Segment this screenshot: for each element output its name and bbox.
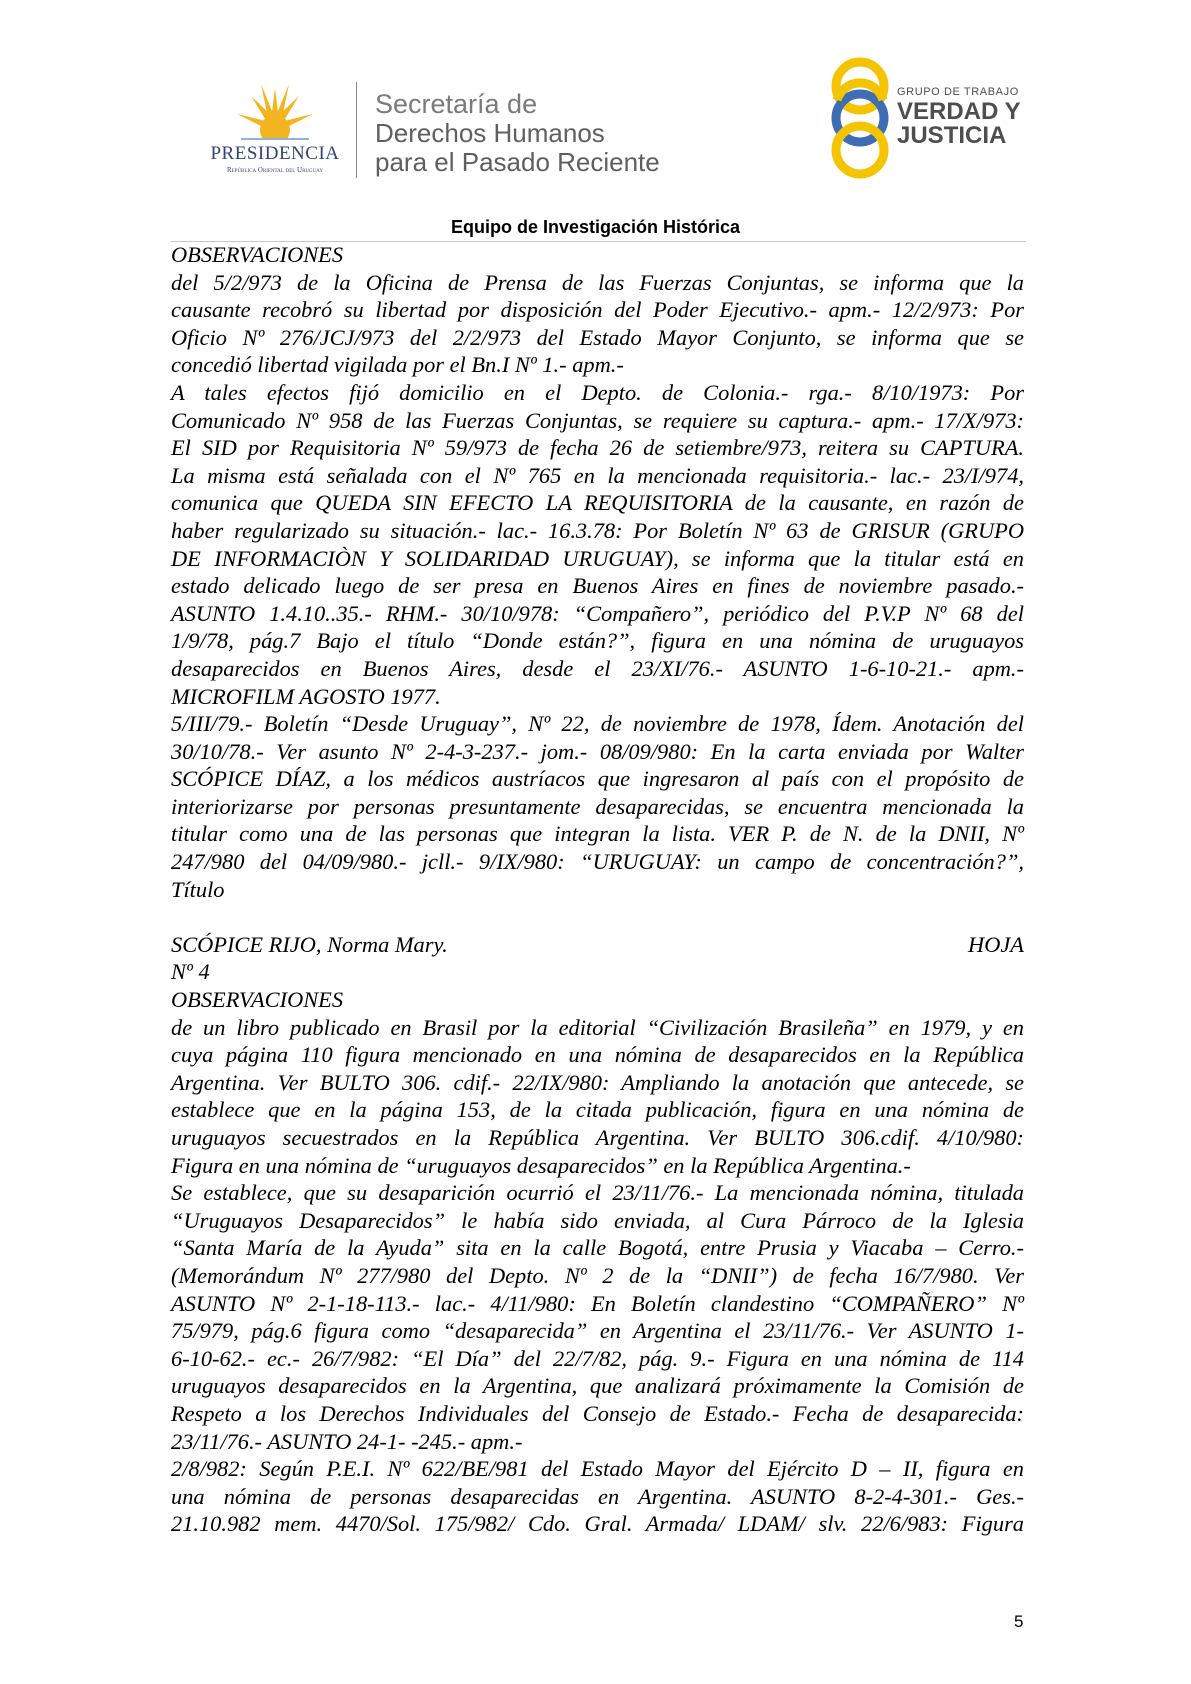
text-line: Argentina. Ver BULTO 306. cdif.- 22/IX/980: Ampliando la anotación que antecede, se — [171, 1069, 1024, 1095]
text-line: Se establece, que su desaparición ocurrió el 23/11/76.- La mencionada nómina, titulada — [171, 1180, 1024, 1206]
justicia-line: JUSTICIA — [897, 122, 1007, 149]
text-line: ASUNTO Nº 2-1-18-113.- lac.- 4/11/980: En Boletín clandestino “COMPAÑERO” Nº — [171, 1290, 1024, 1316]
text-line: 75/979, pág.6 figura como “desaparecida” en Argentina el 23/11/76.- Ver ASUNTO 1- — [171, 1318, 1024, 1344]
text-line: uruguayos secuestrados en la República Argentina. Ver BULTO 306.cdif. 4/10/980: — [171, 1125, 1024, 1150]
text-line: Oficio Nº 276/JCJ/973 del 2/2/973 del Estado Mayor Conjunto, se informa que se — [171, 324, 1024, 350]
person-name: SCÓPICE RIJO, Norma Mary. — [171, 931, 448, 957]
text-line: 23/11/76.- ASUNTO 24-1- -245.- apm.- — [171, 1428, 523, 1454]
secretaria-line-1: Secretaría de — [375, 89, 538, 119]
text-line: La misma está señalada con el Nº 765 en la mencionada requisitoria.- lac.- 23/I/974, — [171, 462, 1024, 488]
text-line: SCÓPICE DÍAZ, a los médicos austríacos que ingresaron al país con el propósito de — [171, 766, 1024, 792]
page-number: 5 — [1014, 1612, 1024, 1631]
secretaria-line-3: para el Pasado Reciente — [375, 147, 660, 177]
text-line: cuya página 110 figura mencionado en una nómina de desaparecidos en la República — [171, 1042, 1024, 1068]
text-line: Título — [171, 876, 225, 902]
text-line: estado delicado luego de ser presa en Buenos Aires en fines de noviembre pasado.- — [171, 573, 1024, 599]
secretaria-line-2: Derechos Humanos — [375, 118, 605, 148]
document-body — [171, 241, 1024, 1538]
text-line: Respeto a los Derechos Individuales del Consejo de Estado.- Fecha de desaparecida: — [171, 1400, 1024, 1426]
hoja-label: HOJA — [968, 931, 1024, 957]
interlocked-rings-icon — [825, 56, 895, 180]
text-line: de un libro publicado en Brasil por la editorial “Civilización Brasileña” en 1979, y en — [171, 1014, 1024, 1040]
presidencia-logo — [195, 80, 355, 180]
text-line: titular como una de las personas que integran la lista. VER P. de N. de la DNII, Nº — [171, 821, 1024, 847]
text-line: concedió libertad vigilada por el Bn.I Nº 1.- apm.- — [171, 352, 624, 378]
text-line: ASUNTO 1.4.10..35.- RHM.- 30/10/978: “Compañero”, periódico del P.V.P Nº 68 del — [171, 600, 1024, 626]
text-line: una nómina de personas desaparecidas en Argentina. ASUNTO 8-2-4-301.- Ges.- — [171, 1483, 1024, 1509]
header-divider — [356, 82, 357, 178]
secretaria-logo-text — [375, 90, 660, 177]
text-line: MICROFILM AGOSTO 1977. — [171, 683, 441, 709]
text-line: 6-10-62.- ec.- 26/7/982: “El Día” del 22/7/82, pág. 9.- Figura en una nómina de 114 — [171, 1345, 1024, 1371]
text-line: interiorizarse por personas presuntamente desaparecidas, se encuentra mencionada la — [171, 793, 1024, 819]
text-line: (Memorándum Nº 277/980 del Depto. Nº 2 de la “DNII”) de fecha 16/7/980. Ver — [171, 1262, 1024, 1288]
text-line: “Uruguayos Desaparecidos” le había sido enviada, al Cura Párroco de la Iglesia — [171, 1207, 1024, 1233]
text-line: Figura en una nómina de “uruguayos desaparecidos” en la República Argentina.- — [171, 1152, 911, 1178]
text-line: “Santa María de la Ayuda” sita en la calle Bogotá, entre Prusia y Viacaba – Cerro.- — [171, 1235, 1024, 1261]
text-line: 5/III/79.- Boletín “Desde Uruguay”, Nº 22, de noviembre de 1978, Ídem. Anotación del — [171, 711, 1024, 737]
hoja-number: Nº 4 — [171, 959, 210, 985]
text-line: desaparecidos en Buenos Aires, desde el 23/XI/76.- ASUNTO 1-6-10-21.- apm.- — [171, 655, 1024, 681]
grupo-line: GRUPO DE TRABAJO — [897, 86, 1019, 98]
sun-emblem-icon — [235, 80, 315, 150]
text-line: haber regularizado su situación.- lac.- 16.3.78: Por Boletín Nº 63 de GRISUR (GRUPO — [171, 517, 1024, 543]
text-line: comunica que QUEDA SIN EFECTO LA REQUISITORIA de la causante, en razón de — [171, 490, 1024, 516]
text-line: establece que en la página 153, de la citada publicación, figura en una nómina de — [171, 1097, 1024, 1123]
presidencia-wordmark: PRESIDENCIA — [210, 143, 340, 164]
verdad-line: VERDAD Y — [897, 98, 1021, 125]
record-name-line — [171, 931, 1024, 959]
text-line: causante recobró su libertad por disposición del Poder Ejecutivo.- apm.- 12/2/973: Por — [171, 297, 1024, 323]
text-line: del 5/2/973 de la Oficina de Prensa de las Fuerzas Conjuntas, se informa que la — [171, 269, 1024, 295]
text-line: 247/980 del 04/09/980.- jcll.- 9/IX/980: “URUGUAY: un campo de concentración?”, — [171, 849, 1024, 875]
text-line: Comunicado Nº 958 de las Fuerzas Conjuntas, se requiere su captura.- apm.- 17/X/973: — [171, 407, 1024, 433]
text-line: 2/8/982: Según P.E.I. Nº 622/BE/981 del Estado Mayor del Ejército D – II, figura en — [171, 1456, 1024, 1482]
verdad-justicia-logo — [825, 56, 1025, 180]
text-line: El SID por Requisitoria Nº 59/973 de fecha 26 de setiembre/973, reitera su CAPTURA. — [171, 435, 1024, 461]
text-line: A tales efectos fijó domicilio en el Depto. de Colonia.- rga.- 8/10/1973: Por — [171, 379, 1024, 405]
team-title: Equipo de Investigación Histórica — [450, 217, 741, 237]
blank-line — [171, 903, 1024, 931]
section-heading: OBSERVACIONES — [171, 987, 344, 1013]
text-line: 30/10/78.- Ver asunto Nº 2-4-3-237.- jom.- 08/09/980: En la carta enviada por Walter — [171, 738, 1024, 764]
section-heading: OBSERVACIONES — [171, 242, 344, 267]
verdad-justicia-text — [897, 86, 1021, 148]
text-line: DE INFORMACIÒN Y SOLIDARIDAD URUGUAY), se informa que la titular está en — [171, 545, 1024, 571]
presidencia-subtitle: República Oriental del Uruguay — [226, 166, 324, 174]
text-line: 21.10.982 mem. 4470/Sol. 175/982/ Cdo. Gral. Armada/ LDAM/ slv. 22/6/983: Figura — [171, 1511, 1024, 1537]
text-line: 1/9/78, pág.7 Bajo el título “Donde están?”, figura en una nómina de uruguayos — [171, 628, 1024, 654]
text-line: uruguayos desaparecidos en la Argentina, que analizará próximamente la Comisión de — [171, 1373, 1024, 1399]
